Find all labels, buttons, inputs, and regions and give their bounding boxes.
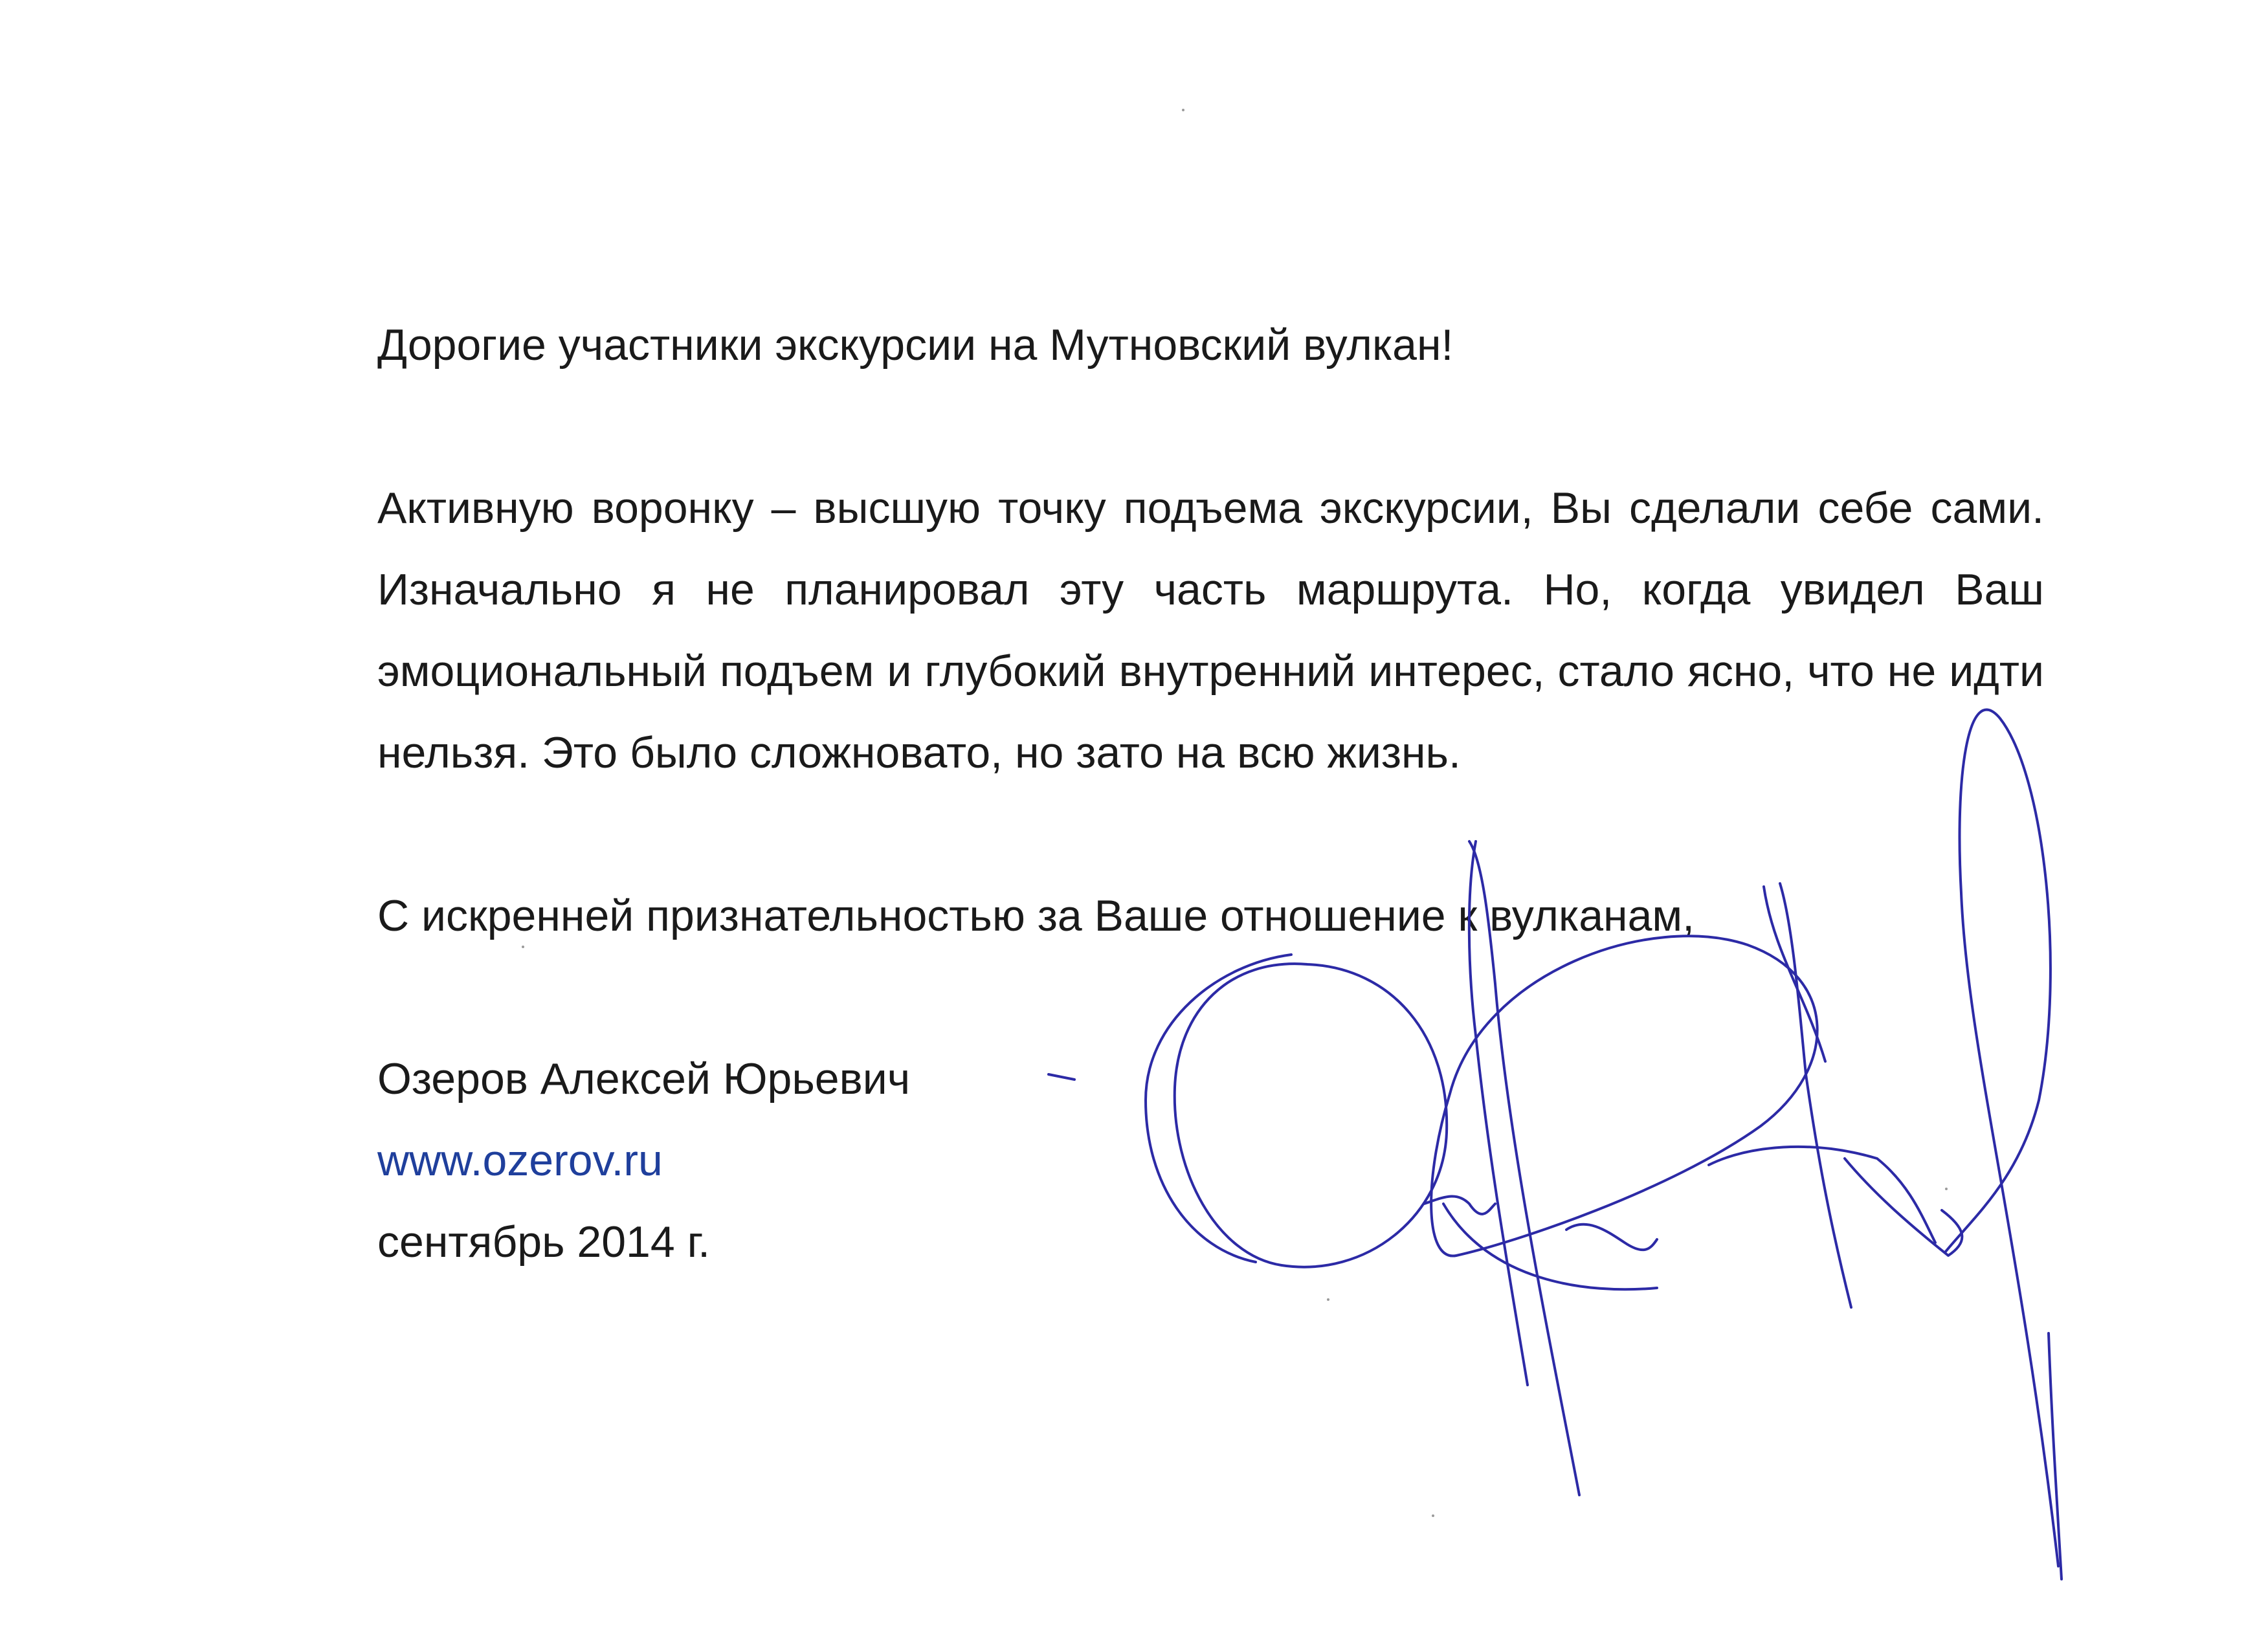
scan-speck — [1432, 1514, 1434, 1517]
author-block — [377, 1038, 2044, 1283]
author-name: Озеров Алексей Юрьевич — [377, 1054, 911, 1103]
letter-date: сентябрь 2014 г. — [377, 1217, 710, 1267]
letter-closing: С искренней признательностью за Ваше отношение к вулканам, — [377, 891, 1695, 940]
scan-speck — [522, 946, 524, 948]
letter — [377, 304, 2044, 1283]
scan-speck — [1327, 1298, 1329, 1301]
scan-speck — [1182, 109, 1184, 111]
letter-greeting: Дорогие участники экскурсии на Мутновский вулкан! — [377, 320, 1454, 370]
scan-speck — [1945, 1188, 1948, 1190]
letter-body: Активную воронку – высшую точку подъема экскурсии, Вы сделали себе сами. Изначально я не планировал эту часть маршрута. Но, когда увидел Ваш эмоциональный подъем и глубокий внутренний интерес, стало ясно, что не идти нельзя. Это было сложновато, но зато на всю жизнь. — [377, 483, 2044, 777]
website-link[interactable]: www.ozerov.ru — [377, 1136, 663, 1185]
